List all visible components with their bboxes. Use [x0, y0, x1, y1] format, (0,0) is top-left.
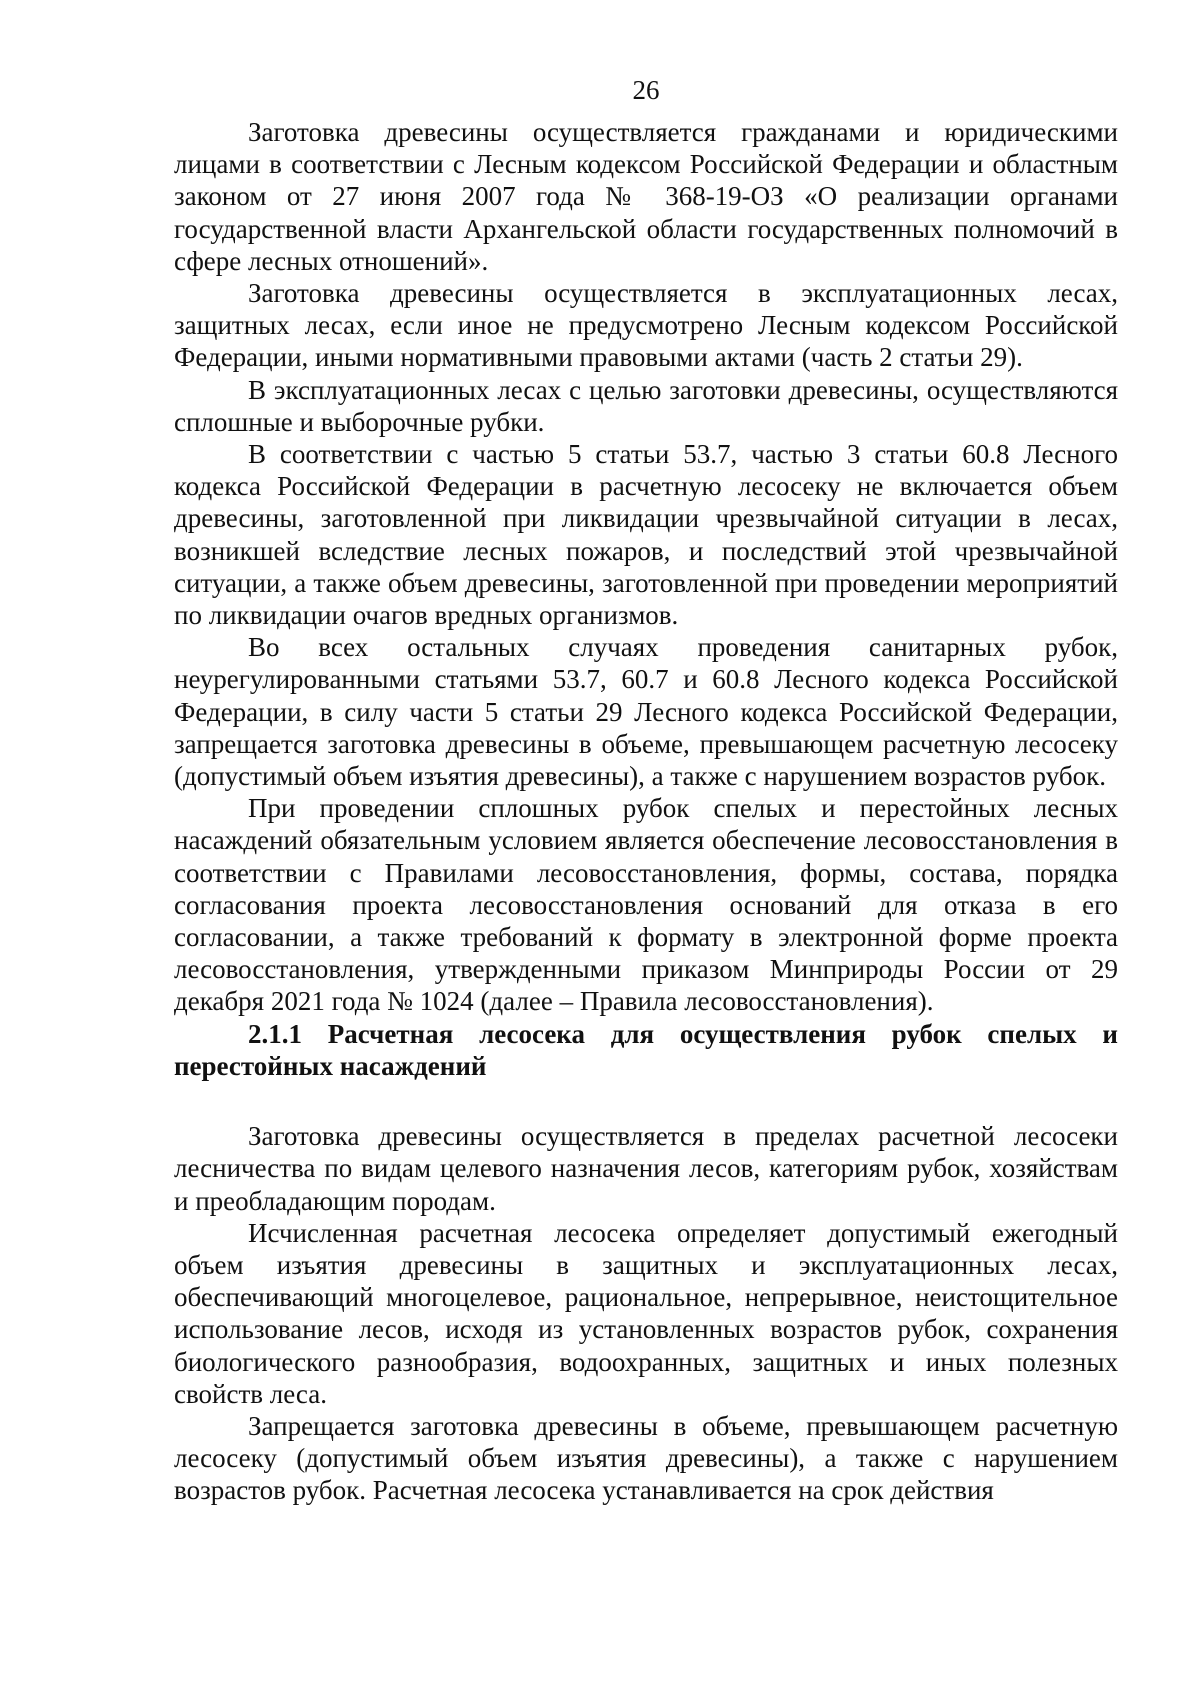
paragraph: Заготовка древесины осуществляется в эксплуатационных лесах, защитных лесах, если иное не предусмотрено Лесным кодексом Российской Федерации, иными нормативными правовыми актами (часть 2 статьи 29). [174, 278, 1118, 373]
paragraph: При проведении сплошных рубок спелых и перестойных лесных насаждений обязательным условием является обеспечение лесовосстановления в соответствии с Правилами лесовосстановления, формы, состава, порядка согласования проекта лесовосстановления оснований для отказа в его согласовании, а также требований к формату в электронной форме проекта лесовосстановления, утвержденными приказом Минприроды России от 29 декабря 2021 года № 1024 (далее – Правила лесовосстановления). [174, 793, 1118, 1017]
heading-spacer [174, 1082, 1118, 1120]
paragraph: В эксплуатационных лесах с целью заготовки древесины, осуществляются сплошные и выборочные рубки. [174, 374, 1118, 437]
document-body [174, 116, 1118, 1507]
paragraph: В соответствии с частью 5 статьи 53.7, частью 3 статьи 60.8 Лесного кодекса Российской Федерации в расчетную лесосеку не включается объем древесины, заготовленной при ликвидации чрезвычайной ситуации в лесах, возникшей вследствие лесных пожаров, и последствий этой чрезвычайной ситуации, а также объем древесины, заготовленной при проведении мероприятий по ликвидации очагов вредных организмов. [174, 439, 1118, 631]
page-number: 26 [632, 75, 660, 105]
paragraph: Заготовка древесины осуществляется гражданами и юридическими лицами в соответствии с Лесным кодексом Российской Федерации и областным законом от 27 июня 2007 года № 368-19-ОЗ «О реализации органами государственной власти Архангельской области государственных полномочий в сфере лесных отношений». [174, 117, 1118, 276]
paragraph: Заготовка древесины осуществляется в пределах расчетной лесосеки лесничества по видам целевого назначения лесов, категориям рубок, хозяйствам и преобладающим породам. [174, 1121, 1118, 1216]
paragraph: Запрещается заготовка древесины в объеме, превышающем расчетную лесосеку (допустимый объем изъятия древесины), а также с нарушением возрастов рубок. Расчетная лесосека устанавливается на срок действия [174, 1410, 1118, 1506]
section-heading: 2.1.1 Расчетная лесосека для осуществления рубок спелых и перестойных насаждений [174, 1018, 1118, 1081]
paragraph: Во всех остальных случаях проведения санитарных рубок, неурегулированными статьями 53.7, 60.7 и 60.8 Лесного кодекса Российской Федерации, в силу части 5 статьи 29 Лесного кодекса Российской Федерации, запрещается заготовка древесины в объеме, превышающем расчетную лесосеку (допустимый объем изъятия древесины), а также с нарушением возрастов рубок. [174, 632, 1118, 792]
paragraph: Исчисленная расчетная лесосека определяет допустимый ежегодный объем изъятия древесины в защитных и эксплуатационных лесах, обеспечивающий многоцелевое, рациональное, непрерывное, неистощительное использование лесов, исходя из установленных возрастов рубок, сохранения биологического разнообразия, водоохранных, защитных и иных полезных свойств леса. [174, 1217, 1118, 1409]
